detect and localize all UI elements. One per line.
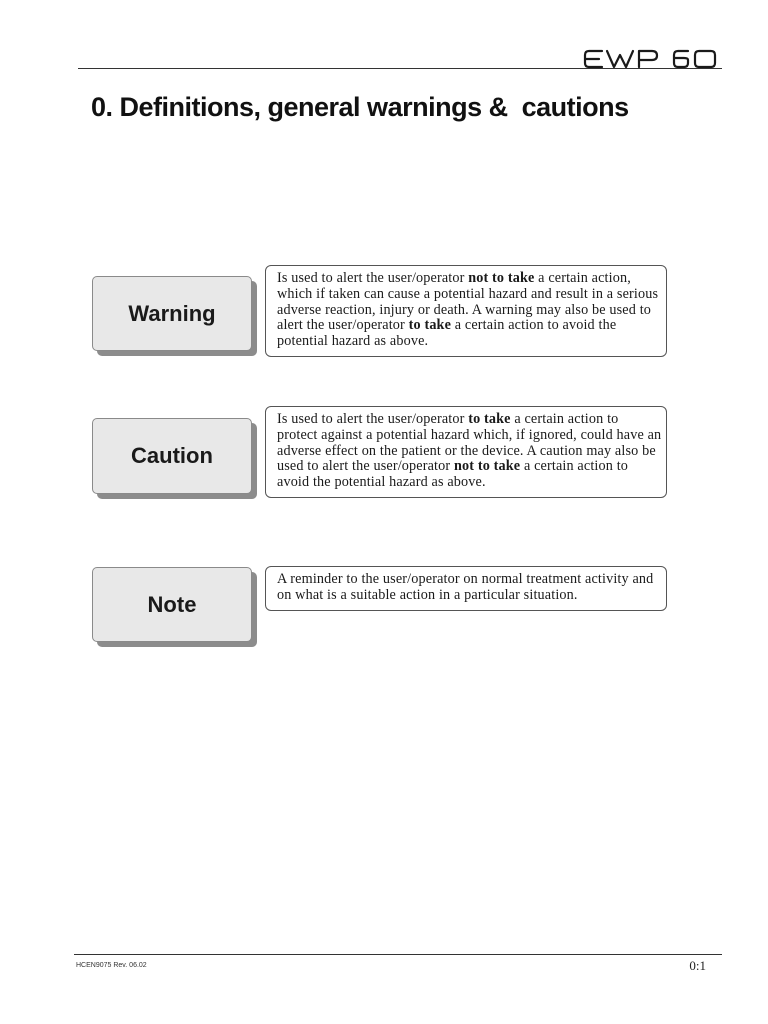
label-box-caution <box>92 418 252 494</box>
header-rule <box>78 68 722 69</box>
brand-logo-graphic <box>582 48 720 70</box>
definition-text: a certain action to avoid the potential hazard as above. <box>277 458 629 491</box>
emphasis-text: not to take <box>468 270 535 286</box>
definition-text: Is used to alert the user/operator <box>277 411 469 427</box>
page-title: 0. Definitions, general warnings & cautions <box>91 92 629 122</box>
label-warning: Warning <box>128 300 216 326</box>
brand-logo <box>582 48 720 70</box>
definition-box-caution <box>265 406 667 498</box>
label-box-note <box>92 567 252 642</box>
page-number: 0:1 <box>689 958 706 973</box>
emphasis-text: to take <box>408 317 452 334</box>
definition-text: a certain action to protect against a potential hazard which, if ignored, could have an adverse effect on the patient or the device. A caution may also be used to alert the user/operator <box>277 411 662 475</box>
document-id: HCEN9075 Rev. 06.02 <box>76 962 147 969</box>
definition-text: a certain action to avoid the potential hazard as above. <box>277 317 617 350</box>
definition-text: a certain action, which if taken can cause a potential hazard and result in a serious adverse reaction, injury or death. A warning may also be used to alert the user/operator <box>277 270 659 334</box>
definition-text: Is used to alert the user/operator <box>277 270 469 286</box>
label-box-warning <box>92 276 252 351</box>
label-note: Note <box>147 591 197 617</box>
definition-box-warning <box>265 265 667 357</box>
emphasis-text: not to take <box>453 458 521 475</box>
emphasis-text: to take <box>468 411 511 427</box>
footer-rule <box>74 954 722 955</box>
label-caution: Caution <box>131 443 213 468</box>
definition-text: A reminder to the user/operator on normal treatment activity and on what is a suitable action in a particular situation. <box>277 571 654 603</box>
definition-box-note <box>265 566 667 611</box>
